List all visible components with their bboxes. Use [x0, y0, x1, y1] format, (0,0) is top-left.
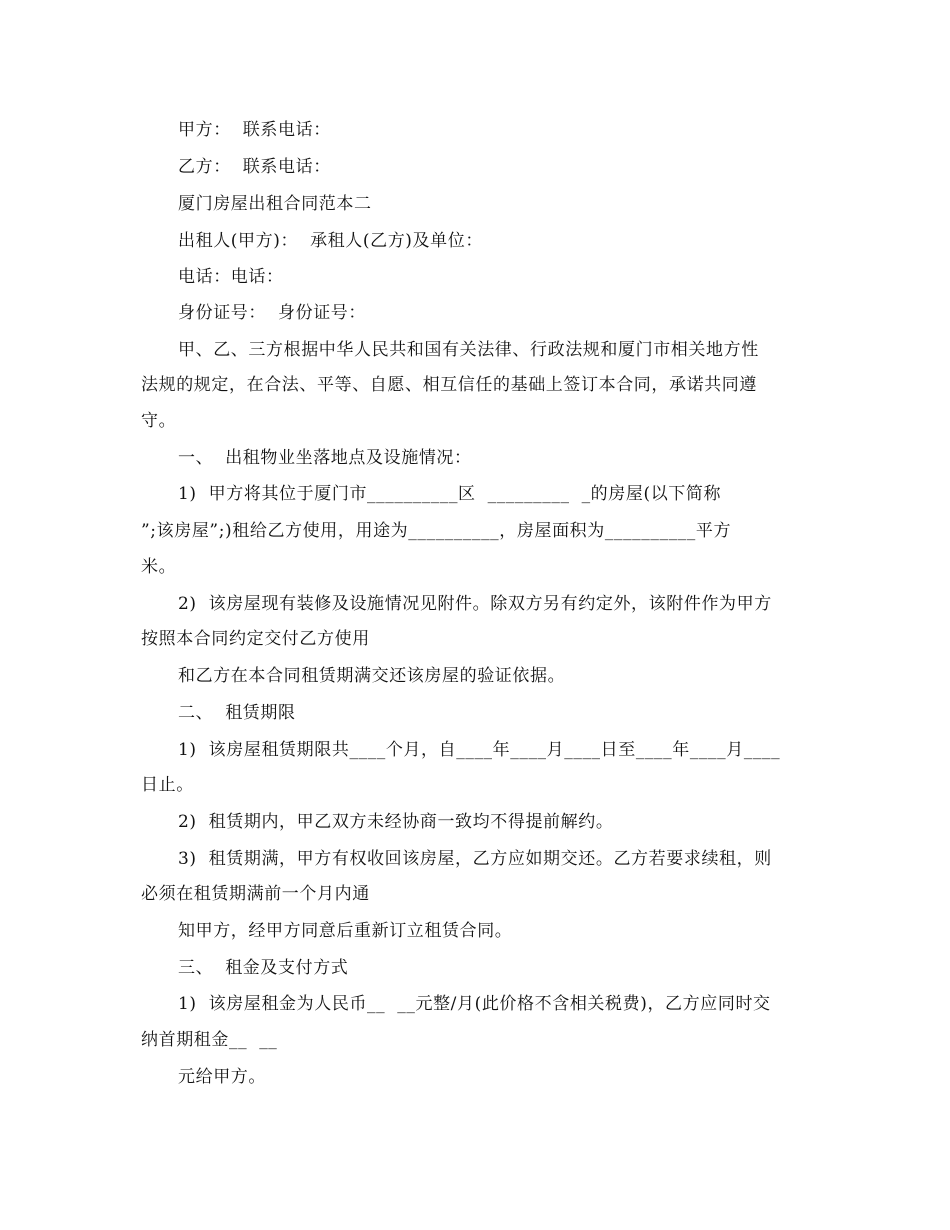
clause-2-3-line-3: 知甲方，经甲方同意后重新订立租赁合同。: [178, 921, 513, 941]
clause-1-2-line-1: 2) 该房屋现有装修及设施情况见附件。除双方另有约定外，该附件作为甲方: [178, 594, 772, 614]
clause-1-1-line-2: ”;该房屋”;)租给乙方使用，用途为__________，房屋面积为__________平方: [141, 521, 732, 541]
clause-2-3-line-2: 必须在租赁期满前一个月内通: [141, 884, 370, 904]
preamble-line-3: 守。: [141, 411, 177, 431]
clause-1-1-line-1: 1) 甲方将其位于厦门市__________区 _________ _的房屋(以下简称: [178, 484, 722, 504]
clause-1-1-line-3: 米。: [141, 557, 177, 577]
clause-2-2-line: 2) 租赁期内，甲乙双方未经协商一致均不得提前解约。: [178, 812, 614, 832]
party-b-contact-line: 乙方： 联系电话：: [178, 157, 331, 177]
clause-1-2-line-2: 按照本合同约定交付乙方使用: [141, 629, 370, 649]
section-3-heading: 三、 租金及支付方式: [178, 958, 349, 978]
preamble-line-2: 法规的规定，在合法、平等、自愿、相互信任的基础上签订本合同，承诺共同遵: [141, 375, 757, 395]
clause-3-1-line-2: 纳首期租金__ __: [141, 1030, 278, 1050]
preamble-line-1: 甲、乙、三方根据中华人民共和国有关法律、行政法规和厦门市相关地方性: [178, 340, 759, 360]
clause-1-2-line-3: 和乙方在本合同租赁期满交还该房屋的验证依据。: [178, 666, 566, 686]
clause-3-1-line-3: 元给甲方。: [178, 1067, 266, 1087]
id-number-line: 身份证号： 身份证号：: [178, 303, 367, 323]
lessor-lessee-line: 出租人(甲方)： 承租人(乙方)及单位：: [178, 231, 483, 251]
section-2-heading: 二、 租赁期限: [178, 703, 296, 723]
party-a-contact-line: 甲方： 联系电话：: [178, 120, 331, 140]
phone-line: 电话：电话：: [178, 267, 284, 287]
clause-2-1-line-1: 1) 该房屋租赁期限共____个月，自____年____月____日至____年____月____: [178, 740, 781, 760]
clause-3-1-line-1: 1) 该房屋租金为人民币__ __元整/月(此价格不含相关税费)，乙方应同时交: [178, 994, 771, 1014]
document-title: 厦门房屋出租合同范本二: [178, 194, 372, 214]
clause-2-3-line-1: 3) 租赁期满，甲方有权收回该房屋，乙方应如期交还。乙方若要求续租，则: [178, 849, 772, 869]
clause-2-1-line-2: 日止。: [141, 775, 194, 795]
section-1-heading: 一、 出租物业坐落地点及设施情况：: [178, 448, 472, 468]
